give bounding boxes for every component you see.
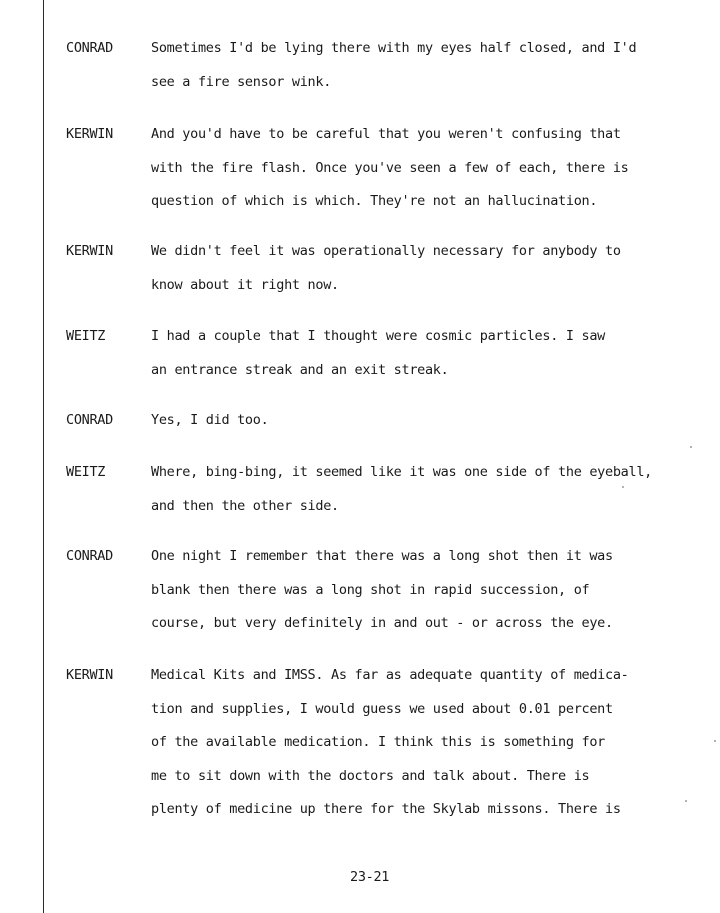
dialogue-line: blank then there was a long shot in rapid succession, of (151, 581, 590, 598)
dialogue-line: And you'd have to be careful that you weren't confusing that (151, 126, 621, 142)
speaker-name: KERWIN (66, 126, 113, 142)
dialogue-line: see a fire sensor wink. (151, 73, 332, 90)
speaker-name: WEITZ (66, 328, 106, 344)
speaker-name: WEITZ (66, 464, 106, 480)
left-margin-rule (43, 0, 44, 913)
speaker-name: KERWIN (66, 667, 113, 683)
scan-speck (685, 800, 687, 802)
scan-speck (690, 446, 692, 448)
speaker-name: CONRAD (66, 412, 113, 428)
dialogue-line: with the fire flash. Once you've seen a few of each, there is (151, 159, 629, 176)
dialogue-line: know about it right now. (151, 276, 339, 293)
dialogue-line: plenty of medicine up there for the Skylab missons. There is (151, 801, 621, 817)
dialogue-line: tion and supplies, I would guess we used about 0.01 percent (151, 700, 613, 717)
page-number: 23-21 (350, 869, 390, 885)
speaker-name: KERWIN (66, 243, 113, 259)
dialogue-line: Medical Kits and IMSS. As far as adequate quantity of medica- (151, 667, 629, 683)
dialogue-line: Where, bing-bing, it seemed like it was one side of the eyeball, (151, 464, 652, 480)
scan-speck (714, 740, 716, 742)
dialogue-line: Sometimes I'd be lying there with my eyes half closed, and I'd (151, 40, 637, 56)
dialogue-line: One night I remember that there was a long shot then it was (151, 548, 613, 564)
dialogue-line: We didn't feel it was operationally necessary for anybody to (151, 243, 621, 259)
dialogue-line: I had a couple that I thought were cosmic particles. I saw (151, 328, 606, 344)
scan-speck (622, 486, 624, 488)
dialogue-line: question of which is which. They're not an hallucination. (151, 193, 598, 209)
dialogue-line: an entrance streak and an exit streak. (151, 361, 449, 378)
dialogue-line: and then the other side. (151, 497, 339, 514)
dialogue-line: Yes, I did too. (151, 412, 269, 428)
dialogue-line: me to sit down with the doctors and talk about. There is (151, 767, 590, 784)
dialogue-line: of the available medication. I think this is something for (151, 734, 606, 750)
speaker-name: CONRAD (66, 548, 113, 564)
dialogue-line: course, but very definitely in and out - or across the eye. (151, 615, 613, 631)
speaker-name: CONRAD (66, 40, 113, 56)
